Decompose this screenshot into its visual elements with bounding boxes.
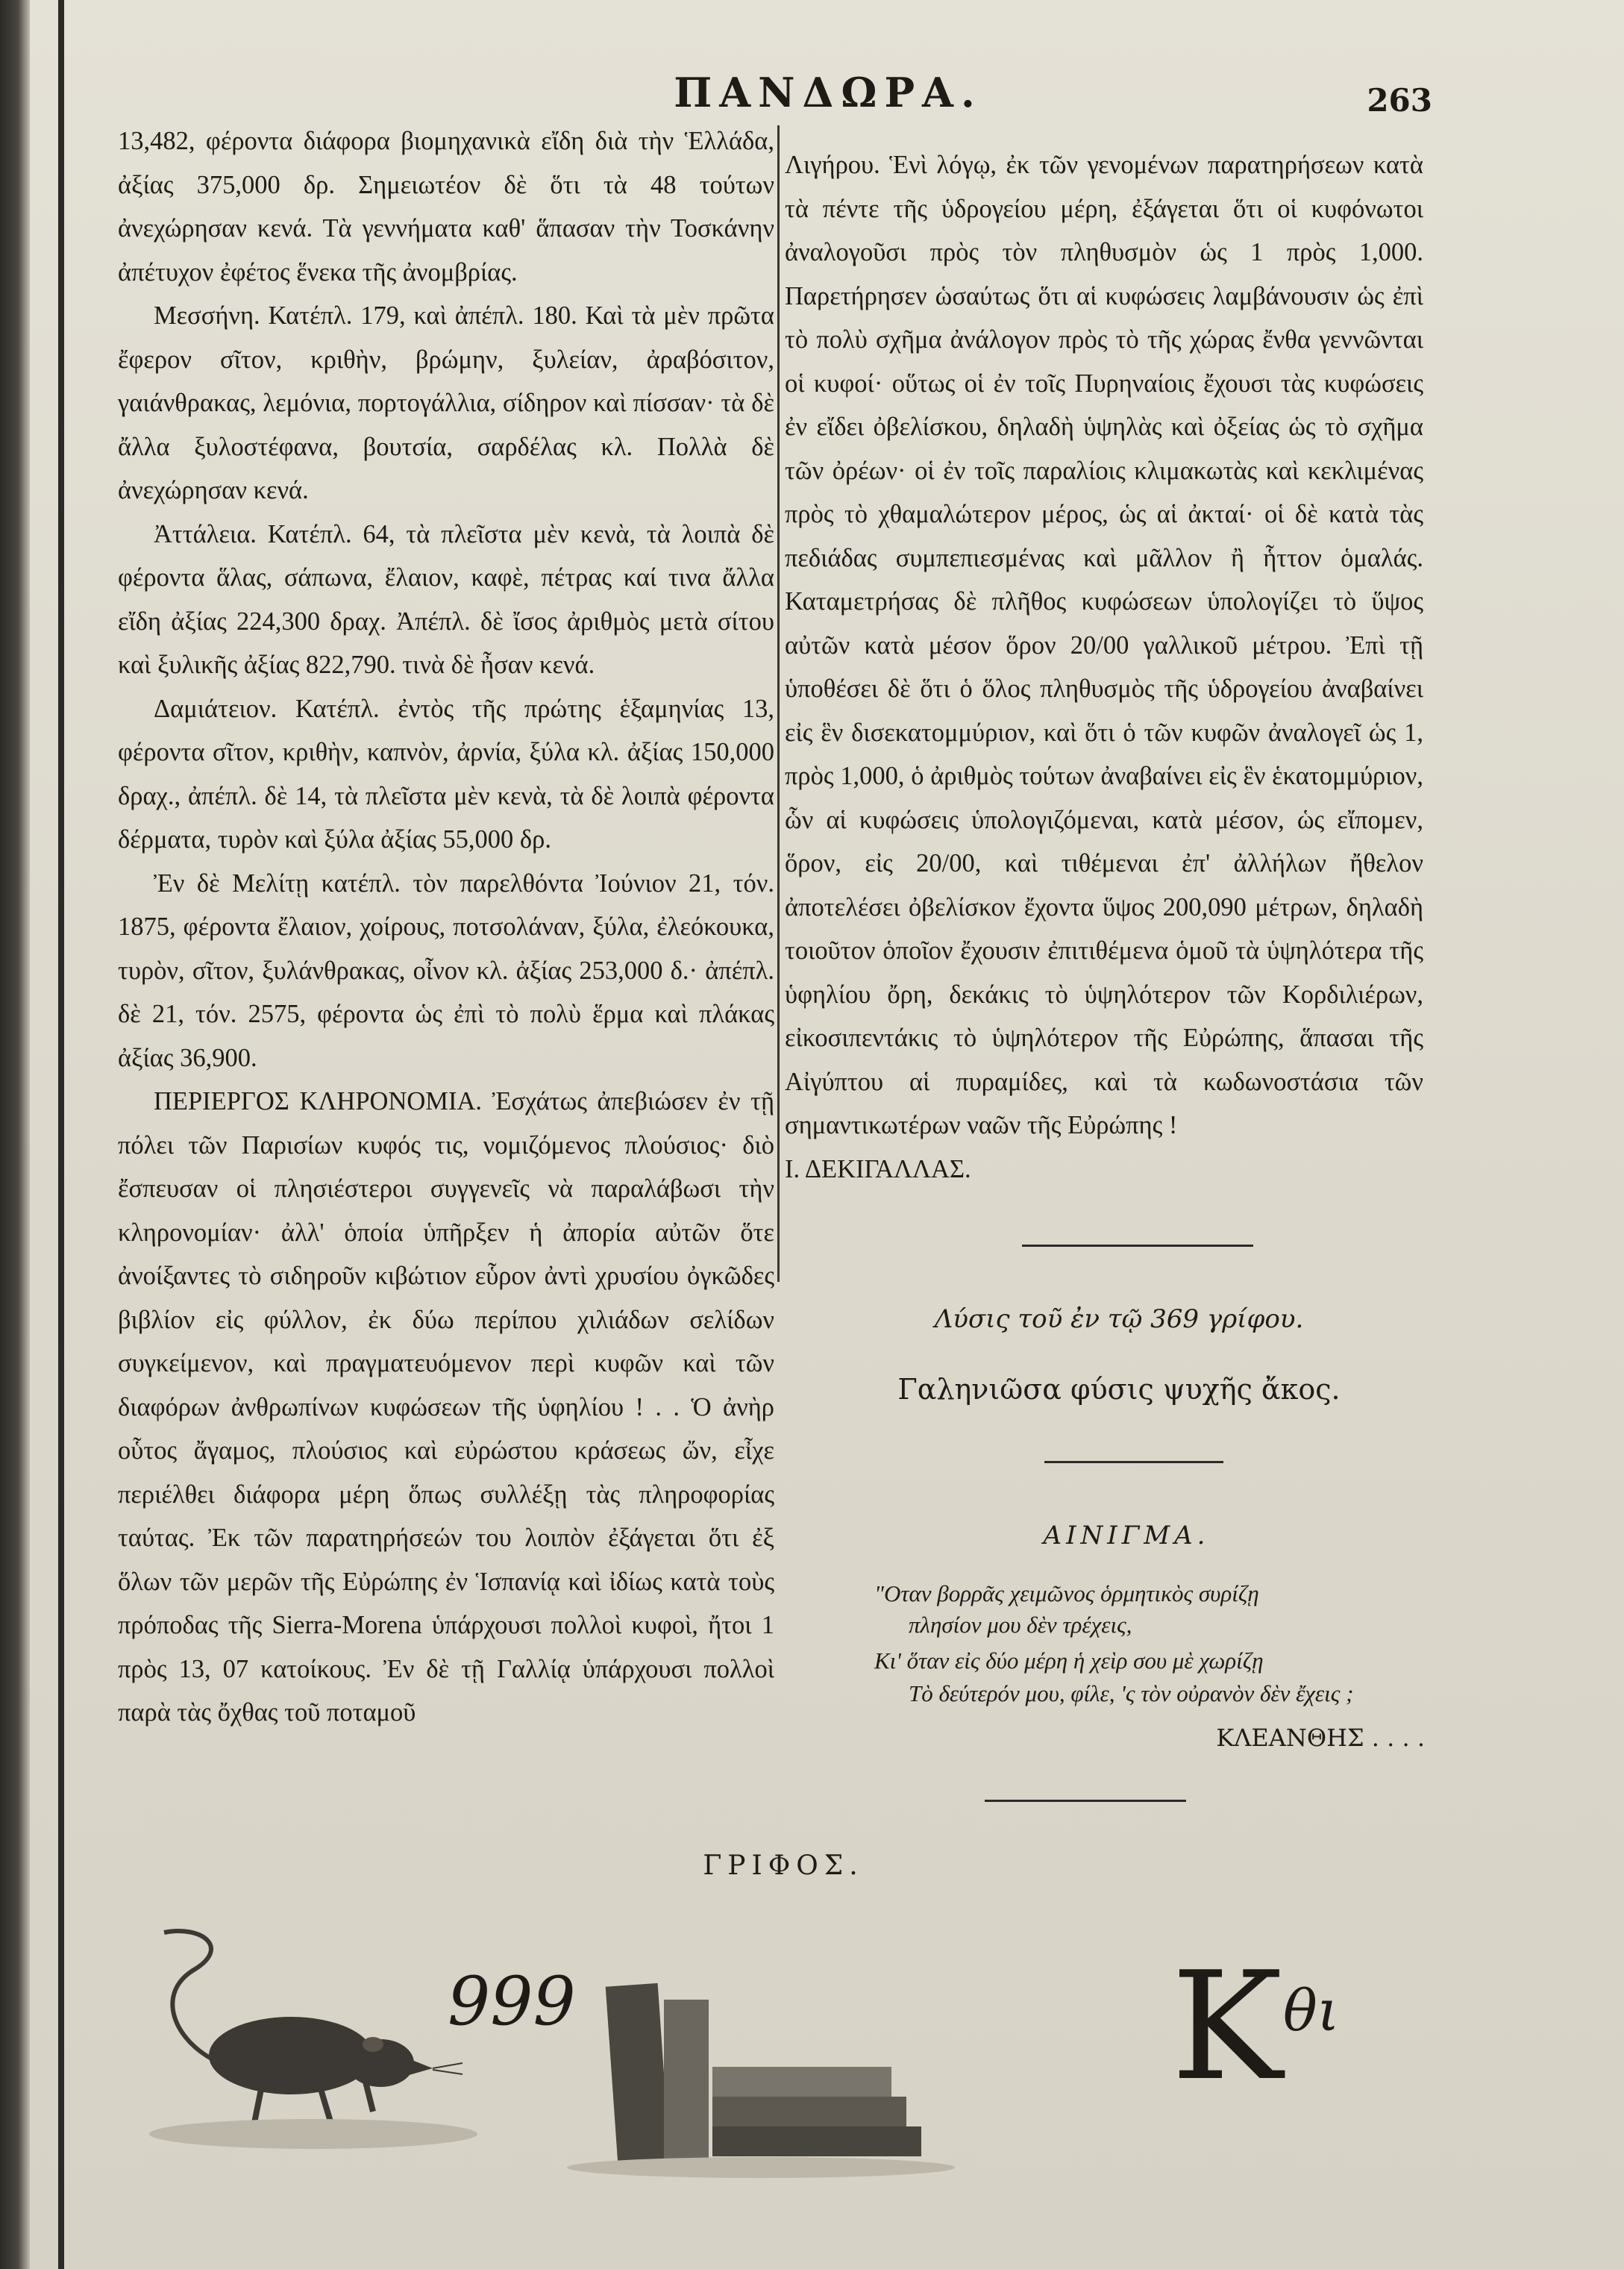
poem-line: Κι' ὅταν εἰς δύο μέρη ἡ χεὶρ σου μὲ χωρίζῃ (874, 1647, 1264, 1674)
running-title: ΠΑΝΔΩΡΑ. (674, 69, 982, 116)
books-icon (567, 1983, 955, 2178)
gutter-line (58, 0, 64, 2269)
rebus-numerals: 999 (448, 1962, 576, 2041)
separator-rule (1044, 1461, 1223, 1463)
right-column (785, 143, 1423, 1191)
paragraph: Μεσσήνη. Κατέπλ. 179, καὶ ἀπέπλ. 180. Καὶ τὰ μὲν πρῶτα ἔφερον σῖτον, κριθὴν, βρώμην, ξυλείαν, ἀραβόσιτον, γαιάνθρακας, λεμόνια, πορτογάλλια, σίδηρον καὶ πίσσαν· τὰ δὲ ἄλλα ξυλοστέφανα, βουτσία, σαρδέλας κλ. Πολλὰ δὲ ἀνεχώρησαν κενά. (118, 301, 774, 504)
author-signature: Ι. ΔΕΚΙΓΑΛΛΑΣ. (785, 1154, 971, 1183)
page-number: 263 (1367, 82, 1432, 119)
paragraph: ΠΕΡΙΕΡΓΟΣ ΚΛΗΡΟΝΟΜΙΑ. Ἐσχάτως ἀπεβιώσεν ἐν τῇ πόλει τῶν Παρισίων κυφός τις, νομιζόμενος πλούσιος· διὸ ἔσπευσαν οἱ πλησιέστεροι συγγενεῖς νὰ παραλάβωσι τὴν κληρονομίαν· ἀλλ' ὁποία ὑπῆρξεν ἡ ἀπορία αὐτῶν ὅτε ἀνοίξαντες τὸ σιδηροῦν κιβώτιον εὗρον ἀντὶ χρυσίου ὀγκῶδες βιβλίον εἰς φύλλον, ἐκ δύω περίπου χιλιάδων σελίδων συγκείμενον, καὶ πραγματευόμενον περὶ κυφῶν καὶ τῶν διαφόρων ἀνθρωπίνων κυφώσεων τῆς ὑφηλίου ! . . Ὁ ἀνὴρ οὗτος ἄγαμος, πλούσιος καὶ εὐρώστου κράσεως ὤν, εἶχε περιέλθει διάφορα μέρη ὅπως συλλέξῃ τὰς πληροφορίας ταύτας. Ἐκ τῶν παρατηρήσεών του λοιπὸν ἐξάγεται ὅτι ἐξ ὅλων τῶν μερῶν τῆς Εὐρώπης ἐν Ἱσπανίᾳ καὶ ἰδίως κατὰ τοὺς πρόποδας τῆς Sierra-Morena ὑπάρχουσι πολλοὶ κυφοὶ, ἤτοι 1 πρὸς 13, 07 κατοίκους. Ἐν δὲ τῇ Γαλλίᾳ ὑπάρχουσι πολλοὶ παρὰ τὰς ὄχθας τοῦ ποταμοῦ (118, 1087, 774, 1727)
rebus-capital-letter: K (1171, 1940, 1283, 2114)
paragraph: 13,482, φέροντα διάφορα βιομηχανικὰ εἴδη διὰ τὴν Ἑλλάδα, ἀξίας 375,000 δρ. Σημειωτέον δὲ ὅτι τὰ 48 τούτων ἀνεχώρησαν κενά. Τὰ γεννήματα καθ' ἅπασαν τὴν Τοσκάνην ἀπέτυχον ἐφέτος ἕνεκα τῆς ἀνομβρίας. (118, 127, 774, 287)
rebus-heading: ΓΡΙΦΟΣ. (703, 1850, 864, 1881)
riddle-solution-answer: Γαληνιῶσα φύσις ψυχῆς ἄκος. (897, 1373, 1341, 1406)
left-column (118, 119, 774, 1735)
enigma-author: ΚΛΕΑΝΘΗΣ . . . . (1216, 1724, 1425, 1752)
enigma-heading: ΑΙΝΙΓΜΑ. (1043, 1521, 1210, 1550)
poem-line: Τὸ δεύτερόν μου, φίλε, 'ς τὸν οὐρανὸν δὲν ἔχεις ; (909, 1680, 1354, 1706)
paragraph: Λιγήρου. Ἑνὶ λόγῳ, ἐκ τῶν γενομένων παρατηρήσεων κατὰ τὰ πέντε τῆς ὑδρογείου μέρη, ἐξάγεται ὅτι οἱ κυφόνωτοι ἀναλογοῦσι πρὸς τὸν πληθυσμὸν ὡς 1 πρὸς 1,000. Παρετήρησεν ὡσαύτως ὅτι αἱ κυφώσεις λαμβάνουσιν ὡς ἐπὶ τὸ πολὺ σχῆμα ἀνάλογον πρὸς τὸ τῆς χώρας ἔνθα γεννῶνται οἱ κυφοί· οὕτως οἱ ἐν τοῖς Πυρηναίοις ἔχουσι τὰς κυφώσεις ἐν εἴδει ὀβελίσκου, δηλαδὴ ὑψηλὰς καὶ ὀξείας ὡς τὸ σχῆμα τῶν ὀρέων· οἱ ἐν τοῖς παραλίοις κλιμακωτὰς καὶ κεκλιμένας πρὸς τὸ χθαμαλώτερον μέρος, ὡς αἱ ἀκταί· οἱ δὲ κατὰ τὰς πεδιάδας συμπεπιεσμένας καὶ μᾶλλον ἢ ἧττον ὁμαλάς. Καταμετρήσας δὲ πλῆθος κυφώσεων ὑπολογίζει τὸ ὕψος αὐτῶν κατὰ μέσον ὅρον 20/00 γαλλικοῦ μέτρου. Ἐπὶ τῇ ὑποθέσει δὲ ὅτι ὁ ὅλος πληθυσμὸς τῆς ὑδρογείου ἀναβαίνει εἰς ἓν δισεκατομμύριον, καὶ ὅτι ὁ τῶν κυφῶν ἀναλογεῖ ὡς 1, πρὸς 1,000, ὁ ἀριθμὸς τούτων ἀναβαίνει εἰς ἓν ἑκατομμύριον, ὧν αἱ κυφώσεις ὑπολογιζόμεναι, κατὰ μέσον, ὡς εἴπομεν, ὅρον, εἰς 20/00, καὶ τιθέμεναι ἐπ' ἀλλήλων ἤθελον ἀποτελέσει ὀβελίσκον ἔχοντα ὕψος 200,090 μέτρων, δηλαδὴ τοιοῦτον ὁποῖον ἔχουσιν ἐπιτιθέμενα ὁμοῦ τὰ ὑψηλότερα τῆς ὑφηλίου ὄρη, δεκάκις τὸ ὑψηλότερον τῶν Κορδιλιέρων, εἰκοσιπεντάκις τὸ ὑψηλότερον τῆς Εὐρώπης, ἅπασαι τῆς Αἰγύπτου αἱ πυραμίδες, καὶ τὰ κωδωνοστάσια τῶν σημαντικωτέρων ναῶν τῆς Εὐρώπης ! (785, 151, 1423, 1139)
riddle-solution-heading: Λύσις τοῦ ἐν τῷ 369 γρίφου. (934, 1304, 1304, 1334)
separator-rule (985, 1800, 1186, 1802)
separator-rule (1022, 1245, 1253, 1247)
poem-line: "Οταν βορρᾶς χειμῶνος ὁρμητικὸς συρίζῃ (874, 1580, 1259, 1606)
paragraph: Ἀττάλεια. Κατέπλ. 64, τὰ πλεῖστα μὲν κενὰ, τὰ λοιπὰ δὲ φέροντα ἅλας, σάπωνα, ἔλαιον, καφὲ, πέτρας καί τινα ἄλλα εἴδη ἀξίας 224,300 δραχ. Ἀπέπλ. δὲ ἴσος ἀριθμὸς μετὰ σίτου καὶ ξυλικῆς ἀξίας 822,790. τινὰ δὲ ἦσαν κενά. (118, 519, 774, 679)
paragraph: Δαμιάτειον. Κατέπλ. ἐντὸς τῆς πρώτης ἑξαμηνίας 13, φέροντα σῖτον, κριθὴν, καπνὸν, ἀρνία, ξύλα κλ. ἀξίας 150,000 δραχ., ἀπέπλ. δὲ 14, τὰ πλεῖστα μὲν κενὰ, τὰ δὲ λοιπὰ φέροντα δέρματα, τυρὸν καὶ ξύλα ἀξίας 55,000 δρ. (118, 694, 774, 854)
book-spine (0, 0, 30, 2269)
paragraph: Ἐν δὲ Μελίτῃ κατέπλ. τὸν παρελθόντα Ἰούνιον 21, τόν. 1875, φέροντα ἔλαιον, χοίρους, ποτσολάναν, ξύλα, ἐλεόκουκα, τυρὸν, σῖτον, ξυλάνθρακας, οἶνον κλ. ἀξίας 253,000 δ.· ἀπέπλ. δὲ 21, τόν. 2575, φέροντα ὡς ἐπὶ τὸ πολὺ ἕρμα καὶ πλάκας ἀξίας 36,900. (118, 869, 774, 1072)
rebus-illustration (149, 1910, 1432, 2194)
column-divider (777, 125, 780, 1282)
rat-icon (149, 1931, 477, 2149)
rebus-small-letters: θι (1283, 1977, 1340, 2044)
poem-line: πλησίον μου δὲν τρέχεις, (909, 1612, 1132, 1638)
